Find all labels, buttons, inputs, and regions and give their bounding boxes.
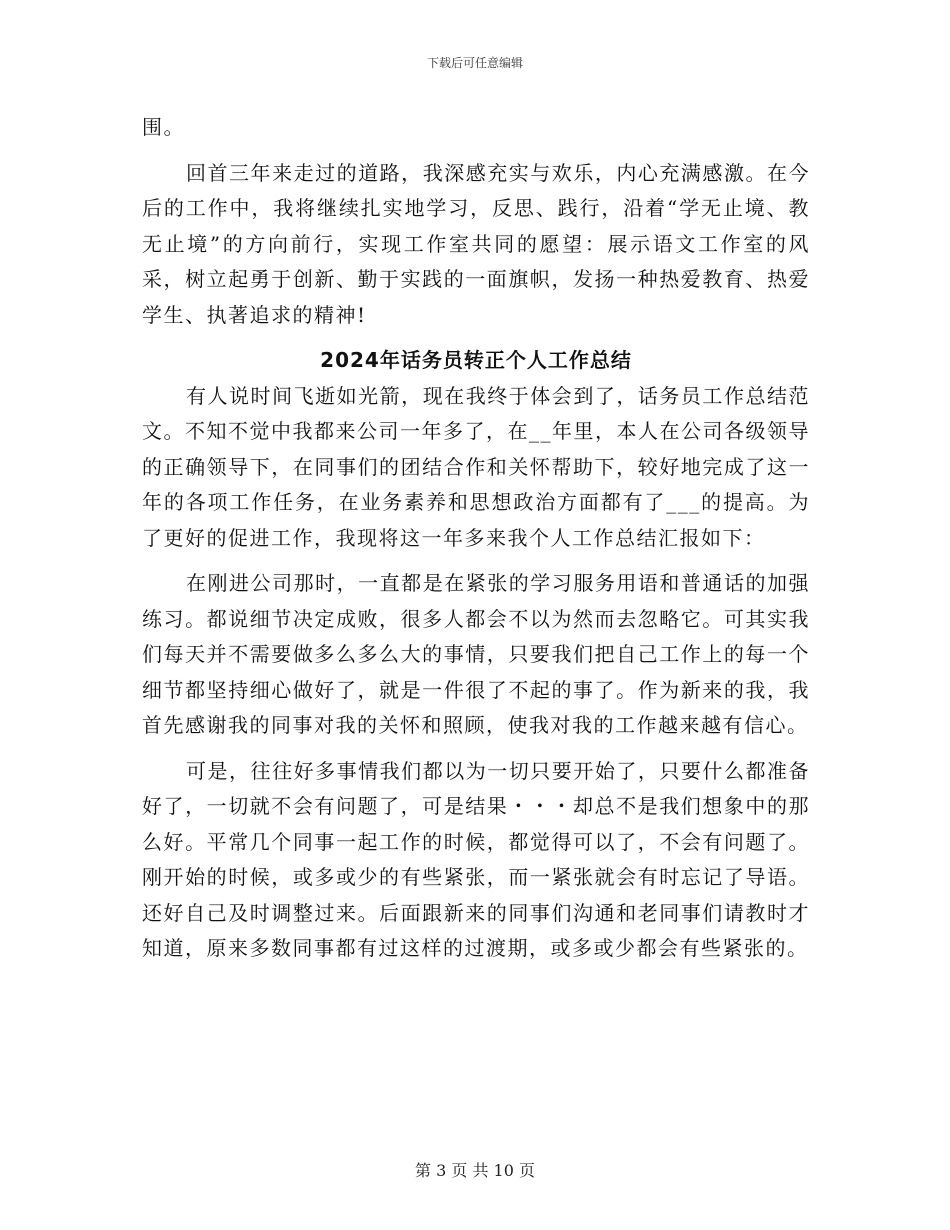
paragraph-review: 回首三年来走过的道路，我深感充实与欢乐，内心充满感激。在今后的工作中，我将继续扎实地学习，反思、践行，沿着“学无止境、教无止境”的方向前行，实现工作室共同的愿望：展示语文工作室的风采，树立起勇于创新、勤于实践的一面旗帜，发扬一种热爱教育、热爱学生、执著追求的精神! <box>142 160 810 327</box>
page-header-note: 下载后可任意编辑 <box>426 56 523 70</box>
paragraph-intro: 有人说时间飞逝如光箭，现在我终于体会到了，话务员工作总结范文。不知不觉中我都来公司一年多了，在__年里，本人在公司各级领导的正确领导下，在同事们的团结合作和关怀帮助下，较好地完成了这一年的各项工作任务，在业务素养和思想政治方面都有了___的提高。为了更好的促进工作，我现将这一年多来我个人工作总结汇报如下： <box>142 383 810 550</box>
paragraph-tail: 围。 <box>142 115 185 139</box>
page-number: 第 3 页 共 10 页 <box>415 1161 535 1180</box>
document-body <box>142 110 810 967</box>
paragraph-but: 可是，往往好多事情我们都以为一切只要开始了，只要什么都准备好了，一切就不会有问题了，可是结果・・・却总不是我们想象中的那么好。平常几个同事一起工作的时候，都觉得可以了，不会有问题了。刚开始的时候，或多或少的有些紧张，而一紧张就会有时忘记了导语。还好自己及时调整过来。后面跟新来的同事们沟通和老同事们请教时才知道，原来多数同事都有过这样的过渡期，或多或少都会有些紧张的。 <box>142 758 810 960</box>
section-title: 2024年话务员转正个人工作总结 <box>320 348 632 372</box>
paragraph-start: 在刚进公司那时，一直都是在紧张的学习服务用语和普通话的加强练习。都说细节决定成败，很多人都会不以为然而去忽略它。可其实我们每天并不需要做多么多么大的事情，只要我们把自己工作上的每一个细节都坚持细心做好了，就是一件很了不起的事了。作为新来的我，我首先感谢我的同事对我的关怀和照顾，使我对我的工作越来越有信心。 <box>142 571 810 737</box>
